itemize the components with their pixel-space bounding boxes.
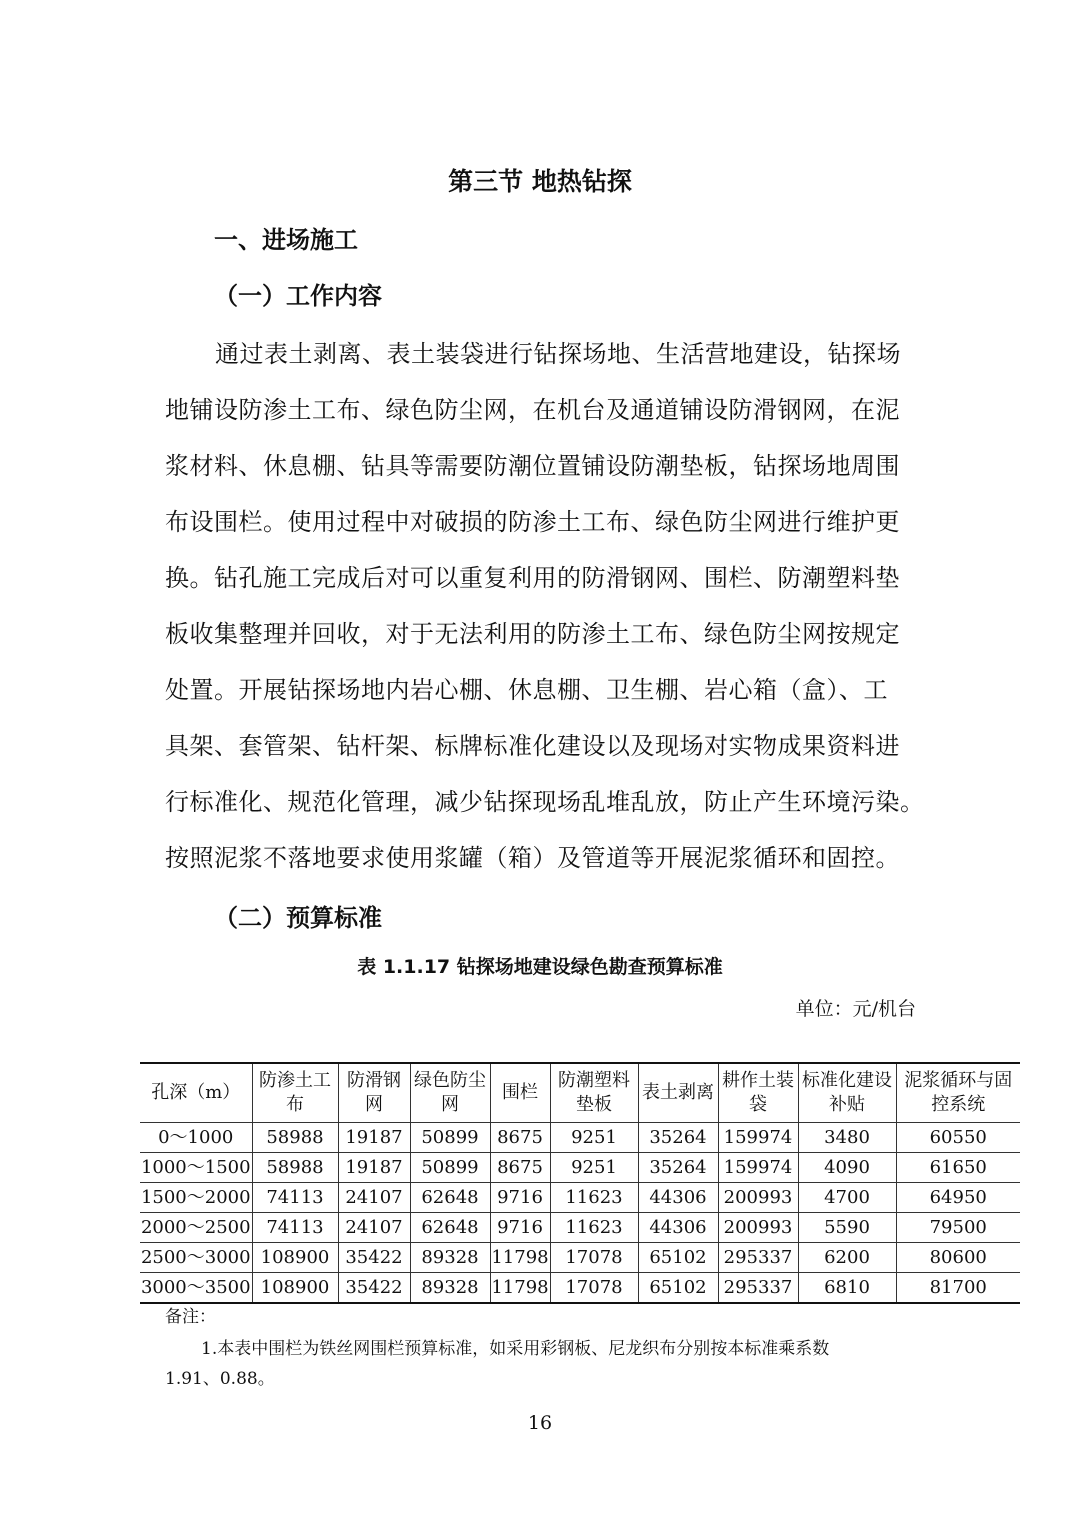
header-cell: 绿色防尘网 [410, 1063, 490, 1123]
table-cell: 11623 [550, 1213, 638, 1243]
table-cell: 0～1000 [140, 1123, 252, 1153]
table-row [140, 1183, 1020, 1213]
table-cell: 65102 [638, 1273, 718, 1304]
table-cell: 8675 [490, 1153, 550, 1183]
notes-label: 备注： [165, 1307, 216, 1327]
paragraph-line: 行标准化、规范化管理，减少钻探现场乱堆乱放，防止产生环境污染。 [165, 788, 925, 816]
paragraph-line: 板收集整理并回收，对于无法利用的防渗土工布、绿色防尘网按规定 [165, 620, 900, 648]
table-cell: 81700 [896, 1273, 1020, 1304]
note-line: 1.91、0.88。 [165, 1369, 275, 1389]
table-cell: 11798 [490, 1243, 550, 1273]
table-cell: 159974 [718, 1153, 798, 1183]
table-cell: 89328 [410, 1243, 490, 1273]
table-cell: 74113 [252, 1183, 338, 1213]
table-cell: 1000～1500 [140, 1153, 252, 1183]
table-cell: 11623 [550, 1183, 638, 1213]
paragraph-line: 换。钻孔施工完成后对可以重复利用的防滑钢网、围栏、防潮塑料垫 [165, 564, 900, 592]
table-cell: 3000～3500 [140, 1273, 252, 1304]
table-row [140, 1273, 1020, 1304]
paragraph-line: 通过表土剥离、表土装袋进行钻探场地、生活营地建设，钻探场 [215, 340, 901, 368]
table-cell: 62648 [410, 1213, 490, 1243]
paragraph-line: 具架、套管架、钻杆架、标牌标准化建设以及现场对实物成果资料进 [165, 732, 900, 760]
table-cell: 65102 [638, 1243, 718, 1273]
paragraph-line: 地铺设防渗土工布、绿色防尘网，在机台及通道铺设防滑钢网，在泥 [165, 396, 900, 424]
table-cell: 89328 [410, 1273, 490, 1304]
header-cell: 孔深（m） [140, 1063, 252, 1123]
table-cell: 295337 [718, 1243, 798, 1273]
table-cell: 200993 [718, 1213, 798, 1243]
table-cell: 19187 [338, 1153, 410, 1183]
paragraph-line: 处置。开展钻探场地内岩心棚、休息棚、卫生棚、岩心箱（盒）、工 [165, 676, 888, 704]
table-cell: 9251 [550, 1123, 638, 1153]
table-cell: 35264 [638, 1123, 718, 1153]
table-header-row [140, 1063, 1020, 1123]
header-cell: 耕作土装袋 [718, 1063, 798, 1123]
table-cell: 62648 [410, 1183, 490, 1213]
header-cell: 泥浆循环与固控系统 [896, 1063, 1020, 1123]
table-row [140, 1243, 1020, 1273]
table-cell: 35264 [638, 1153, 718, 1183]
table-cell: 159974 [718, 1123, 798, 1153]
table-cell: 79500 [896, 1213, 1020, 1243]
table-cell: 6810 [798, 1273, 896, 1304]
header-cell: 表土剥离 [638, 1063, 718, 1123]
table-cell: 4090 [798, 1153, 896, 1183]
table-cell: 44306 [638, 1213, 718, 1243]
table-cell: 8675 [490, 1123, 550, 1153]
subheading-budget-standard: （二）预算标准 [214, 904, 382, 932]
table-cell: 24107 [338, 1183, 410, 1213]
budget-table [140, 1062, 1020, 1304]
heading-entry-construction: 一、进场施工 [214, 226, 358, 254]
header-cell: 防滑钢网 [338, 1063, 410, 1123]
table-caption: 表 1.1.17 钻探场地建设绿色勘查预算标准 [357, 956, 723, 978]
table-cell: 35422 [338, 1243, 410, 1273]
header-cell: 防潮塑料垫板 [550, 1063, 638, 1123]
table-cell: 60550 [896, 1123, 1020, 1153]
work-content-paragraph [165, 332, 925, 892]
table-cell: 50899 [410, 1123, 490, 1153]
table-cell: 74113 [252, 1213, 338, 1243]
table-cell: 6200 [798, 1243, 896, 1273]
table-cell: 1500～2000 [140, 1183, 252, 1213]
table-row [140, 1153, 1020, 1183]
table-cell: 9716 [490, 1183, 550, 1213]
table-cell: 58988 [252, 1153, 338, 1183]
table-cell: 108900 [252, 1243, 338, 1273]
header-cell: 防渗土工布 [252, 1063, 338, 1123]
note-line: 1.本表中围栏为铁丝网围栏预算标准，如采用彩钢板、尼龙织布分别按本标准乘系数 [201, 1339, 830, 1359]
table-cell: 17078 [550, 1243, 638, 1273]
header-cell: 围栏 [490, 1063, 550, 1123]
table-cell: 50899 [410, 1153, 490, 1183]
table-cell: 9716 [490, 1213, 550, 1243]
note-item [165, 1334, 925, 1394]
header-cell: 标准化建设补贴 [798, 1063, 896, 1123]
table-cell: 17078 [550, 1273, 638, 1304]
subheading-work-content: （一）工作内容 [214, 282, 382, 310]
table-cell: 2500～3000 [140, 1243, 252, 1273]
table-cell: 58988 [252, 1123, 338, 1153]
table-cell: 3480 [798, 1123, 896, 1153]
table-cell: 64950 [896, 1183, 1020, 1213]
table-cell: 2000～2500 [140, 1213, 252, 1243]
table-cell: 35422 [338, 1273, 410, 1304]
paragraph-line: 按照泥浆不落地要求使用浆罐（箱）及管道等开展泥浆循环和固控。 [165, 844, 900, 872]
table-cell: 295337 [718, 1273, 798, 1304]
table-cell: 80600 [896, 1243, 1020, 1273]
table-cell: 19187 [338, 1123, 410, 1153]
table-cell: 9251 [550, 1153, 638, 1183]
table-cell: 4700 [798, 1183, 896, 1213]
table-cell: 11798 [490, 1273, 550, 1304]
table-cell: 44306 [638, 1183, 718, 1213]
table-cell: 108900 [252, 1273, 338, 1304]
table-cell: 24107 [338, 1213, 410, 1243]
paragraph-line: 浆材料、休息棚、钻具等需要防潮位置铺设防潮垫板，钻探场地周围 [165, 452, 900, 480]
unit-label: 单位：元/机台 [795, 998, 916, 1020]
table-cell: 61650 [896, 1153, 1020, 1183]
section-title: 第三节 地热钻探 [448, 167, 632, 196]
table-cell: 5590 [798, 1213, 896, 1243]
table-row [140, 1123, 1020, 1153]
table-cell: 200993 [718, 1183, 798, 1213]
table-row [140, 1213, 1020, 1243]
paragraph-line: 布设围栏。使用过程中对破损的防渗土工布、绿色防尘网进行维护更 [165, 508, 900, 536]
page-number: 16 [527, 1412, 553, 1434]
